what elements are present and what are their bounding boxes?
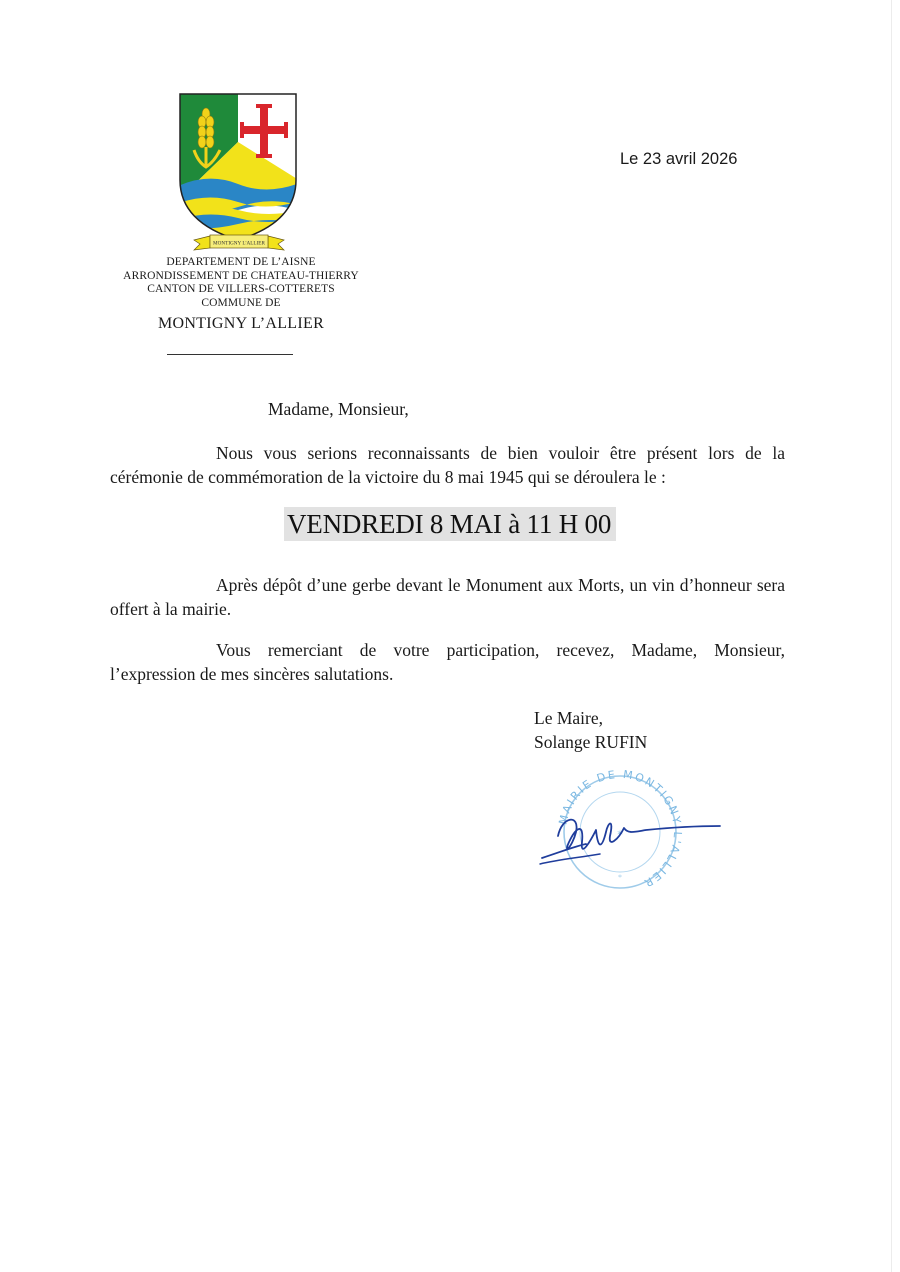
paragraph-closing: Vous remerciant de votre participation, recevez, Madame, Monsieur, l’expression de mes sincères salutations.: [110, 640, 785, 684]
paragraph-ceremony: Après dépôt d’une gerbe devant le Monument aux Morts, un vin d’honneur sera offert à la mairie.: [110, 575, 785, 619]
signatory-name: Solange RUFIN: [534, 732, 648, 752]
letterhead-commune-label: COMMUNE DE: [201, 296, 281, 309]
signature-block: [534, 706, 647, 754]
letterhead-divider: [167, 354, 293, 355]
paragraph-invitation: Nous vous serions reconnaissants de bien vouloir être présent lors de la cérémonie de commémoration de la victoire du 8 mai 1945 qui se déroulera le :: [110, 443, 785, 487]
crest-banner-text: MONTIGNY L'ALLIER: [213, 240, 265, 247]
svg-text:*: *: [618, 873, 622, 882]
mayor-stamp-and-signature: [536, 770, 726, 894]
svg-text:✶: ✶: [616, 828, 624, 838]
salutation: Madame, Monsieur,: [268, 399, 409, 419]
letterhead: [110, 256, 372, 334]
letter-date: Le 23 avril 2026: [620, 150, 738, 168]
letterhead-department: DEPARTEMENT DE L’AISNE: [166, 256, 316, 268]
signatory-title: Le Maire,: [534, 708, 603, 728]
event-date-text: VENDREDI 8 MAI à 11 H 00: [287, 509, 612, 539]
stamp-text: MAIRIE DE MONTIGNY L'ALLIER: [556, 770, 685, 891]
page-edge: [891, 0, 892, 1272]
letterhead-canton: CANTON DE VILLERS-COTTERETS: [147, 283, 335, 296]
coat-of-arms-logo: [176, 92, 302, 254]
letterhead-arrondissement: ARRONDISSEMENT DE CHATEAU-THIERRY: [123, 269, 359, 282]
letterhead-commune-name: MONTIGNY L’ALLIER: [157, 315, 325, 333]
